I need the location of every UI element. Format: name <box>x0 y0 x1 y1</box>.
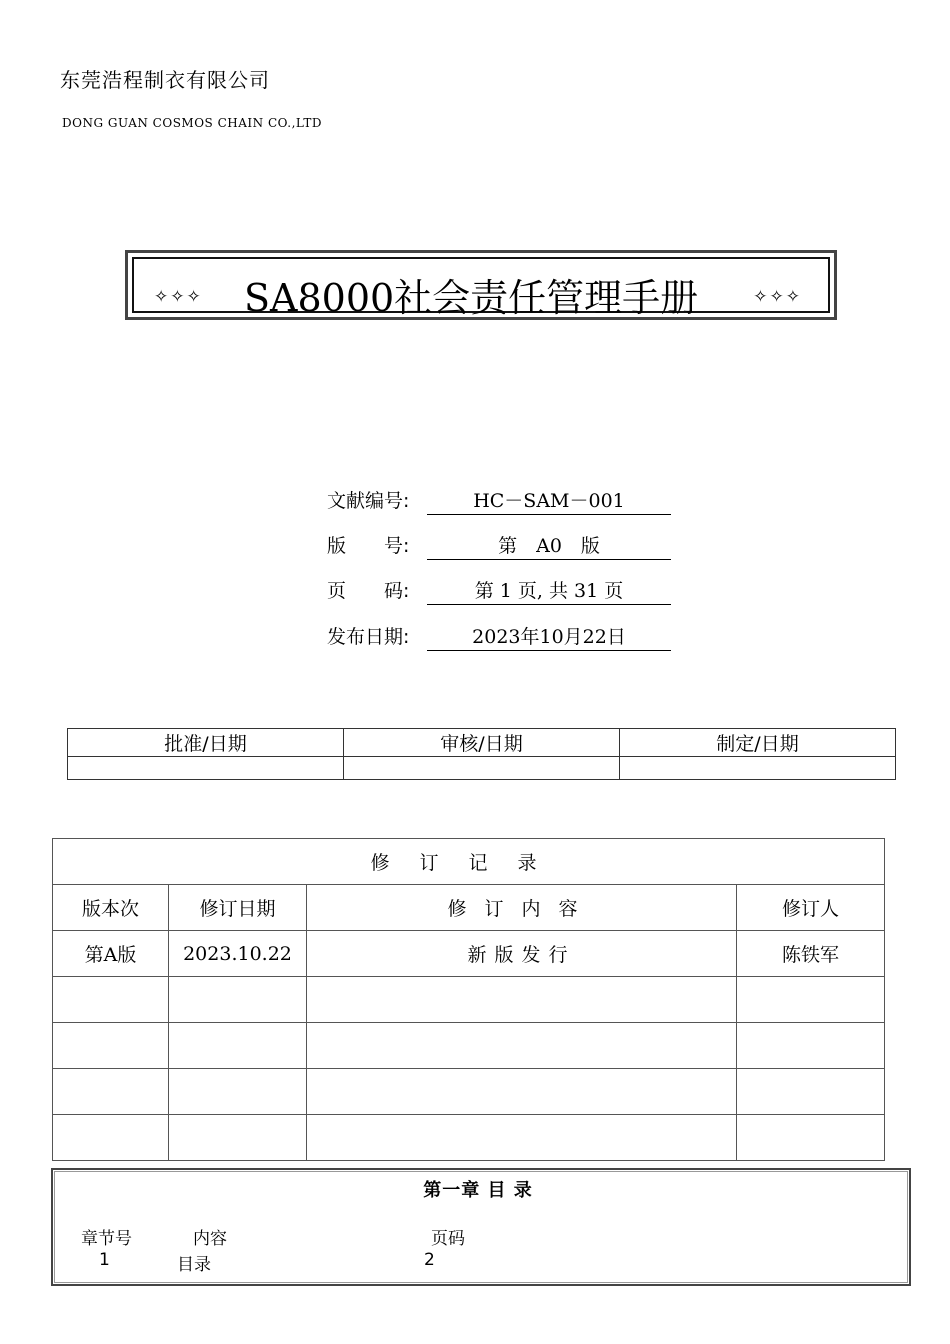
info-label: 版 号: <box>327 535 410 557</box>
version-cell <box>53 1115 169 1161</box>
table-row <box>53 977 885 1023</box>
toc-page-number: 2 <box>424 1250 435 1270</box>
table-row <box>53 1069 885 1115</box>
reviser-cell: 陈铁军 <box>737 931 885 977</box>
approval-table <box>67 728 896 780</box>
info-label: 页 码: <box>327 580 410 602</box>
toc-title: 第一章 目 录 <box>423 1180 533 1201</box>
toc-chapter-number: 1 <box>99 1250 110 1270</box>
revision-date-cell <box>169 1069 307 1115</box>
revision-content-cell <box>307 977 737 1023</box>
reviser-cell <box>737 1069 885 1115</box>
approval-column-header: 批准/日期 <box>68 729 344 757</box>
revision-title-row <box>53 839 885 885</box>
info-row-version <box>327 531 671 560</box>
table-row <box>53 931 885 977</box>
revision-table <box>52 838 885 1161</box>
title-inner-border <box>132 257 830 320</box>
company-name-cn: 东莞浩程制衣有限公司 <box>60 68 270 92</box>
info-value: 2023年10月22日 <box>427 622 671 651</box>
table-row <box>53 1115 885 1161</box>
revision-date-cell <box>169 1115 307 1161</box>
decorative-stars-left-icon: ✧✧✧ <box>154 287 203 307</box>
prepared-column-header: 制定/日期 <box>620 729 896 757</box>
version-cell <box>53 1069 169 1115</box>
table-of-contents <box>51 1168 911 1286</box>
info-row-page <box>327 576 671 605</box>
reviser-cell <box>737 977 885 1023</box>
company-name-en: DONG GUAN COSMOS CHAIN CO.,LTD <box>62 116 322 130</box>
revision-date-cell: 2023.10.22 <box>169 931 307 977</box>
document-title: SA8000社会责任管理手册 <box>244 276 699 320</box>
title-box <box>125 250 837 320</box>
approval-signature-cell <box>68 757 344 780</box>
revision-content-header: 修订内容 <box>307 885 737 931</box>
info-label: 发布日期: <box>327 626 410 648</box>
toc-content-item[interactable]: 目录 <box>177 1255 211 1275</box>
reviser-cell <box>737 1115 885 1161</box>
revision-header-row <box>53 885 885 931</box>
info-value: 第 A0 版 <box>427 531 671 560</box>
prepared-signature-cell <box>620 757 896 780</box>
approval-signature-row <box>68 757 896 780</box>
reviser-header: 修订人 <box>737 885 885 931</box>
toc-chapter-header: 章节号 <box>81 1229 132 1249</box>
info-row-doc-number <box>327 486 671 515</box>
version-cell <box>53 977 169 1023</box>
revision-date-header: 修订日期 <box>169 885 307 931</box>
review-column-header: 审核/日期 <box>344 729 620 757</box>
toc-content-header: 内容 <box>193 1229 227 1249</box>
decorative-stars-right-icon: ✧✧✧ <box>753 287 802 307</box>
revision-date-cell <box>169 1023 307 1069</box>
table-row <box>53 1023 885 1069</box>
approval-header-row <box>68 729 896 757</box>
revision-content-cell: 新版发行 <box>307 931 737 977</box>
version-cell: 第A版 <box>53 931 169 977</box>
revision-content-cell <box>307 1069 737 1115</box>
revision-table-title: 修订记录 <box>53 839 885 885</box>
review-signature-cell <box>344 757 620 780</box>
info-label: 文献编号: <box>327 490 410 512</box>
revision-content-cell <box>307 1115 737 1161</box>
revision-content-cell <box>307 1023 737 1069</box>
toc-page-header: 页码 <box>431 1229 465 1249</box>
revision-date-cell <box>169 977 307 1023</box>
version-cell <box>53 1023 169 1069</box>
info-value: 第 1 页, 共 31 页 <box>427 576 671 605</box>
info-row-publish-date <box>327 622 671 651</box>
reviser-cell <box>737 1023 885 1069</box>
version-header: 版本次 <box>53 885 169 931</box>
info-value: HC－SAM－001 <box>427 486 671 515</box>
